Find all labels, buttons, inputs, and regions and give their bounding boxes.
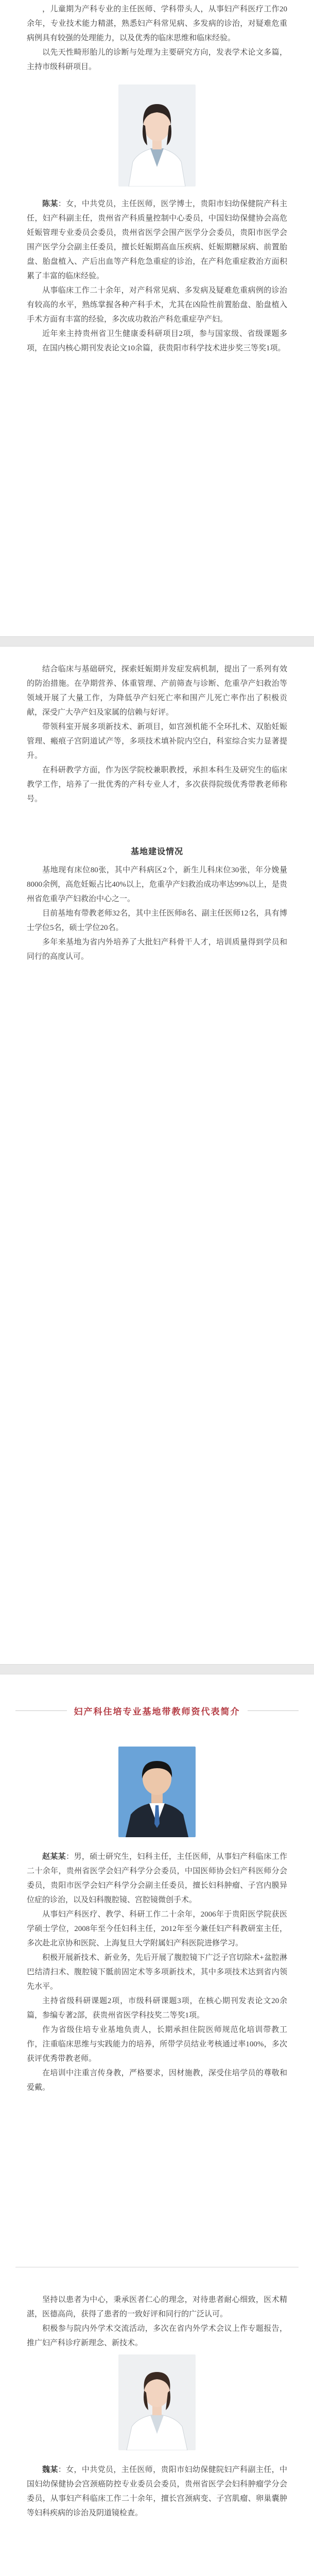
- doctor-photo: [118, 1747, 196, 1837]
- text-block: [27, 662, 287, 806]
- paragraph: 结合临床与基础研究，探索妊娠期并发症发病机制，提出了一系列有效的防治措施。在孕期营养、体重管理、产前筛查与诊断、危重孕产妇救治等领域开展了大量工作，为降低孕产妇死亡率和围产儿死亡率作出了积极贡献，深受广大孕产妇及家属的信赖与好评。: [27, 665, 287, 717]
- document-page-2: [0, 647, 314, 1664]
- doctor-name: 魏某: [42, 2466, 58, 2474]
- paragraph: 在培训中注重言传身教，严格要求，因材施教，深受住培学员的尊敬和爱戴。: [27, 2069, 287, 2092]
- paragraph: 主持省级科研课题2项，市级科研课题3项，在核心期刊发表论文20余篇，参编专著2部，获贵州省医学科技奖二等奖1项。: [27, 1997, 287, 2020]
- doctor-intro-text: ：女，中共党员，主任医师，医学博士，贵阳市妇幼保健院产科主任，妇产科副主任，贵州省产科质量控制中心委员，中国妇幼保健协会高危妊娠管理专业委员会委员，贵州省医学会围产医学分会委员，贵阳市医学会围产医学分会副主任委员，擅长妊娠期高血压疾病、妊娠期糖尿病、前置胎盘、胎盘植入、产后出血等产科危急重症的诊治，在产科危重症救治方面积累了丰富的临床经验。: [27, 200, 287, 280]
- paragraph: 多年来基地为省内外培养了大批妇产科骨干人才，培训质量得到学员和同行的高度认可。: [27, 938, 287, 961]
- paragraph: 从事临床工作二十余年，对产科常见病、多发病及疑难危重病例的诊治有较高的水平，熟练掌握各种产科手术，尤其在凶险性前置胎盘、胎盘植入手术方面有丰富的经验，多次成功救治产科危重症孕产妇。: [27, 286, 287, 324]
- text-block: [27, 2, 287, 74]
- text-block: [27, 2463, 287, 2520]
- paragraph: 积极参与院内外学术交流活动，多次在省内外学术会议上作专题报告，推广妇产科诊疗新理念、新技术。: [27, 2325, 287, 2347]
- doctor-intro: [27, 197, 287, 283]
- paragraph: 带领科室开展多项新技术、新项目，如宫颈机能不全环扎术、双胎妊娠管理、瘢痕子宫阴道试产等，多项技术填补院内空白，科室综合实力显著提升。: [27, 723, 287, 760]
- banner-title: 妇产科住培专业基地带教师资代表简介: [74, 1706, 240, 1717]
- paragraph: 以先天性畸形胎儿的诊断与处理为主要研究方向，发表学术论文多篇，主持市级科研项目。: [27, 48, 287, 71]
- paragraph: 在科研教学方面，作为医学院校兼职教授，承担本科生及研究生的临床教学工作，培养了一批优秀的产科专业人才，多次获得院级优秀带教老师称号。: [27, 766, 287, 803]
- text-block: [27, 2293, 287, 2350]
- doctor-intro: [27, 2463, 287, 2520]
- doctor-intro: [27, 1850, 287, 1907]
- paragraph: 近年来主持贵州省卫生健康委科研项目2项，参与国家级、省级课题多项，在国内核心期刊发表论文10余篇，获贵阳市科学技术进步奖三等奖1项。: [27, 330, 287, 352]
- text-block: [27, 863, 287, 964]
- paragraph: 作为省级住培专业基地负责人，长期承担住院医师规范化培训带教工作，注重临床思维与实践能力的培养，所带学员结业考核通过率100%，多次获评优秀带教老师。: [27, 2026, 287, 2063]
- paragraph: ，儿童期为产科专业的主任医师、学科带头人，从事妇产科医疗工作20余年，专业技术能力精湛，熟悉妇产科常见病、多发病的诊治，对疑难危重病例具有较强的处理能力，以及优秀的临床思维和临床经验。: [27, 5, 287, 42]
- section-banner: [15, 1693, 299, 1728]
- divider: [15, 1710, 67, 1711]
- paragraph: 目前基地有带教老师32名，其中主任医师8名、副主任医师12名，具有博士学位5名，硕士学位20名。: [27, 909, 287, 932]
- paragraph: 坚持以患者为中心，秉承医者仁心的理念，对待患者耐心细致，医术精湛，医德高尚，获得了患者的一致好评和同行的广泛认可。: [27, 2296, 287, 2318]
- doctor-intro-text: ：男，硕士研究生，妇科主任，主任医师，从事妇产科临床工作二十余年，贵州省医学会妇产科学分会委员，中国医师协会妇产科医师分会委员，贵阳市医学会妇产科学分会副主任委员，擅长妇科肿瘤、子宫内膜异位症的诊治，以及妇科腹腔镜、宫腔镜微创手术。: [27, 1853, 287, 1904]
- doctor-name: 赵某某: [42, 1853, 66, 1861]
- doctor-photo: [118, 84, 196, 187]
- paragraph: 积极开展新技术、新业务，先后开展了腹腔镜下广泛子宫切除术+盆腔淋巴结清扫术、腹腔镜下骶前固定术等多项新技术，其中多项技术达到省内领先水平。: [27, 1954, 287, 1991]
- doctor-intro-text: ：女，中共党员，主任医师，贵阳市妇幼保健院妇产科副主任，中国妇幼保健协会宫颈癌防控专业委员会委员，贵州省医学会妇科肿瘤学分会委员，从事妇产科临床工作二十余年，擅长宫颈病变、子宫肌瘤、卵巢囊肿等妇科疾病的诊治及阴道镜检查。: [27, 2466, 287, 2517]
- doctor-name: 陈某: [42, 200, 58, 208]
- text-block: [27, 1850, 287, 2095]
- text-block: [27, 197, 287, 355]
- doctor-photo: [118, 2354, 196, 2450]
- divider: [248, 1710, 299, 1711]
- paragraph: 基地现有床位80张，其中产科病区2个，新生儿科床位30张，年分娩量8000余例，高危妊娠占比40%以上，危重孕产妇救治成功率达99%以上，是贵州省危重孕产妇救治中心之一。: [27, 866, 287, 903]
- paragraph: 从事妇产科医疗、教学、科研工作二十余年，2006年于贵阳医学院获医学硕士学位，2008年至今任妇科主任，2012年至今兼任妇产科教研室主任，多次赴北京协和医院、上海复旦大学附属妇产科医院进修学习。: [27, 1910, 287, 1947]
- document-page-3: [0, 1674, 314, 2576]
- section-title: 基地建设情况: [130, 848, 183, 856]
- document-page-1: [0, 0, 314, 636]
